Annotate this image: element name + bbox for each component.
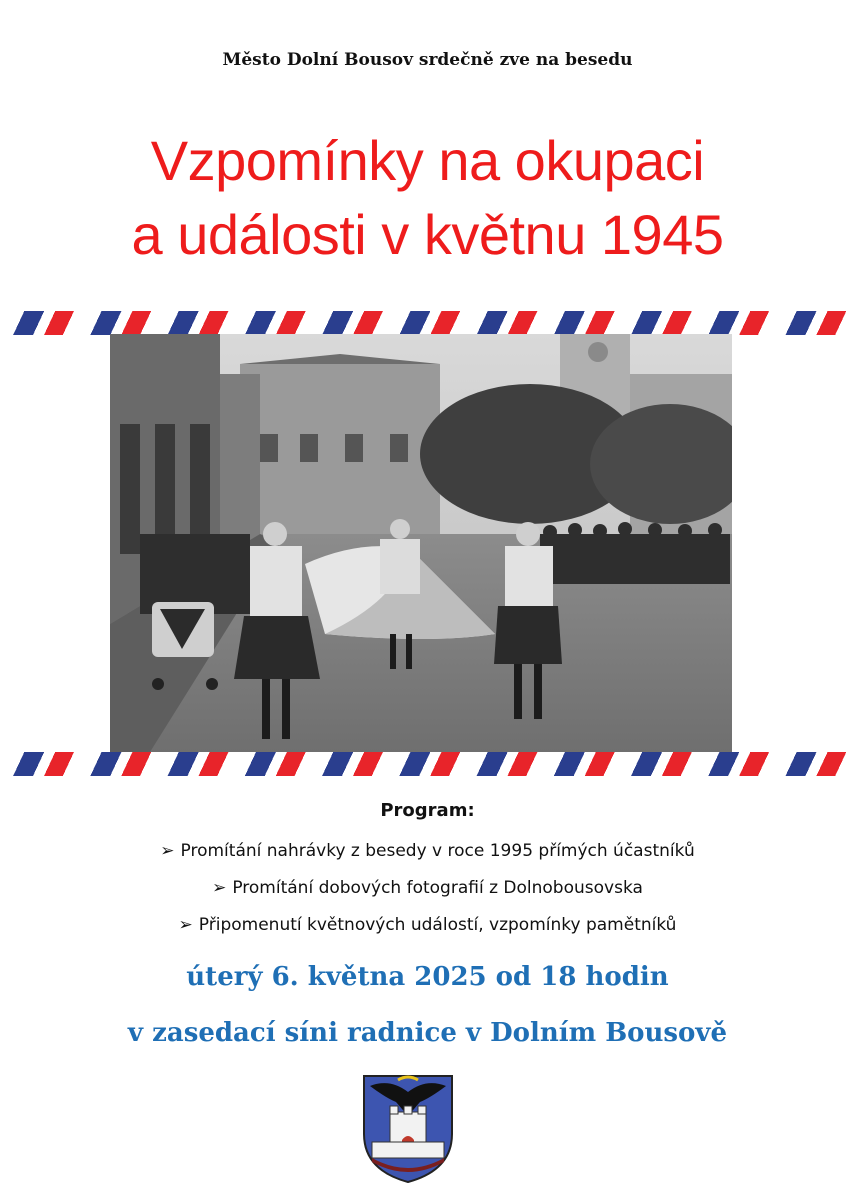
program-item-text: Promítání nahrávky z besedy v roce 1995 přímých účastníků — [180, 841, 695, 861]
historical-photo-image — [110, 334, 732, 752]
program-heading: Program: — [380, 800, 475, 821]
airmail-stripe-top — [0, 311, 855, 335]
program-item — [0, 833, 855, 870]
program-item-text: Promítání dobových fotografií z Dolnobousovska — [232, 878, 643, 898]
program-section — [0, 800, 855, 944]
arrow-bullet-icon: ➢ — [178, 915, 193, 935]
inviter-line: Město Dolní Bousov srdečně zve na besedu — [222, 50, 633, 70]
arrow-bullet-icon: ➢ — [212, 878, 227, 898]
program-item-text: Připomenutí květnových událostí, vzpomínky pamětníků — [198, 915, 677, 935]
title-line-2: a události v květnu 1945 — [131, 203, 724, 266]
airmail-stripe-bottom — [0, 752, 855, 776]
town-coat-of-arms-icon — [360, 1072, 456, 1184]
event-date: úterý 6. května 2025 od 18 hodin — [186, 962, 669, 992]
title-line-1: Vzpomínky na okupaci — [150, 129, 705, 192]
event-venue: v zasedací síni radnice v Dolním Bousově — [127, 1018, 728, 1048]
program-item — [0, 907, 855, 944]
arrow-bullet-icon: ➢ — [160, 841, 175, 861]
historical-photo — [110, 334, 732, 752]
program-item — [0, 870, 855, 907]
event-title — [0, 124, 855, 272]
